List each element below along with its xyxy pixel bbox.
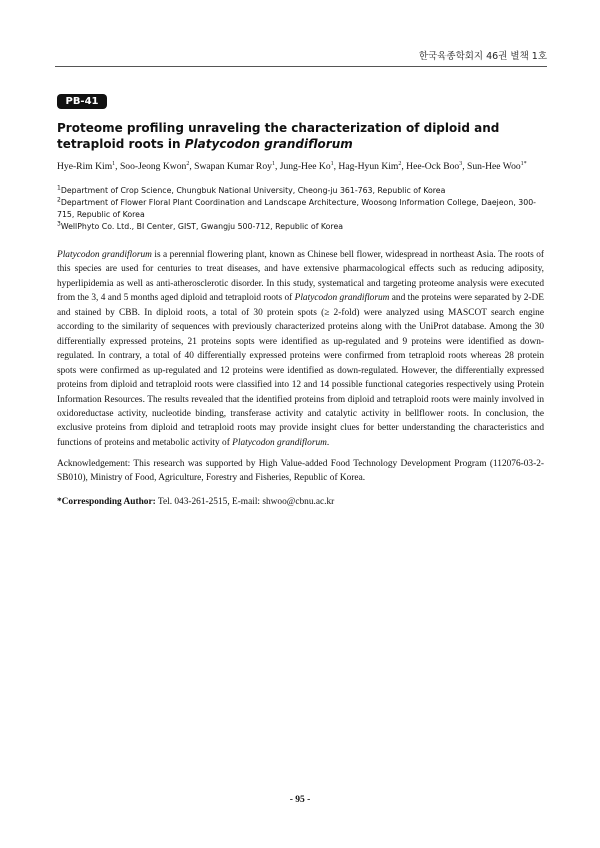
species-name: Platycodon grandiflorum [294, 293, 390, 304]
author: Swapan Kumar Roy$^1$ [194, 160, 275, 172]
abstract: Platycodon grandiflorum is a perennial flowering plant, known as Chinese bell flower, widespread in northeast Asia. The roots of this species are used for centuries to treat diseases, and have extensive pharmacological effects such as reducing adiposity, hyperlipidemia as well as anti-atherosclerotic disorder. In this study, systematical and targeting proteome analysis were executed from the 3, 4 and 5 months aged diploid and tetraploid roots of Platycodon grandiflorum and the proteins were separated by 2-DE and stained by CBB. In diploid roots, a total of 30 protein spots (≥ 2-fold) were analyzed using MASCOT search engine according to the similarity of sequences with previously characterized proteins along with the UniProt database. Among the 30 differentially expressed proteins, 21 proteins sopts were identified as up-regulated and 9 proteins were identified as down-regulated. In contrary, a total of 40 differentially expressed proteins were confirmed from tetraploid roots whereas 28 protein spots were confirmed as up-regulated and 12 proteins were identified as down-regulated. However, the differentially expressed proteins from diploid and tetraploid roots were classified into 12 and 14 possible functional categories respectively using Protein Information Resources. The results revealed that the identified proteins from diploid and tetraploid roots were mainly involved in oxidoreductase activity, nucleotide binding, transferase activity and catalytic activity in bellflower roots. In conclusion, the exclusive proteins from diploid and tetraploid roots may provide insight clues for better understanding the characteristics and functions of proteins and metabolic activity of Platycodon grandiflorum. [57, 250, 544, 448]
author: Hye-Rim Kim$^1$ [57, 160, 116, 172]
author: Hee-Ock Boo$^3$ [406, 160, 463, 172]
presentation-code-badge: PB-41 [57, 94, 107, 109]
author: Hag-Hyun Kim$^2$ [338, 160, 402, 172]
affiliation-list [57, 185, 551, 233]
species-name: Platycodon grandiflorum [57, 250, 152, 260]
author: Sun-Hee Woo$^{1*}$ [466, 160, 527, 172]
header-rule [55, 66, 547, 67]
paper-title [57, 120, 551, 152]
corresponding-label: *Corresponding Author: [57, 497, 156, 507]
affiliation: $^3$WellPhyto Co. Ltd., BI Center, GIST, Gwangju 500-712, Republic of Korea [57, 220, 344, 231]
page-number: - 95 - [289, 795, 311, 805]
species-name: Platycodon grandiflorum [232, 437, 327, 448]
affiliation: $^2$Department of Flower Floral Plant Coordination and Landscape Architecture, Woosong Information College, Daejeon, 300-715, Republic of Korea [57, 196, 536, 219]
corresponding-contact: Tel. 043-261-2515, E-mail: shwoo@cbnu.ac.kr [155, 497, 335, 507]
author: Jung-Hee Ko$^1$ [279, 160, 334, 172]
acknowledgement: Acknowledgement: This research was supported by High Value-added Food Technology Development Program (112076-03-2-SB010), Ministry of Food, Agriculture, Forestry and Fisheries, Republic of Korea. [57, 459, 544, 483]
author-list: Hye-Rim Kim$^1$, Soo-Jeong Kwon$^2$, Swapan Kumar Roy$^1$, Jung-Hee Ko$^1$, Hag-Hyun Kim$^2$, Hee-Ock Boo$^3$, Sun-Hee Woo$^{1*}$ [57, 160, 527, 172]
title-species: Platycodon grandiflorum [184, 137, 353, 151]
journal-header: 한국육종학회지 46권 별책 1호 [418, 51, 547, 62]
affiliation: $^1$Department of Crop Science, Chungbuk National University, Cheong-ju 361-763, Republic of Korea [57, 184, 446, 195]
corresponding-author [57, 495, 544, 509]
title-main: Proteome profiling unraveling the characterization of diploid and tetraploid roots in [57, 121, 500, 151]
author: Soo-Jeong Kwon$^2$ [119, 160, 190, 172]
